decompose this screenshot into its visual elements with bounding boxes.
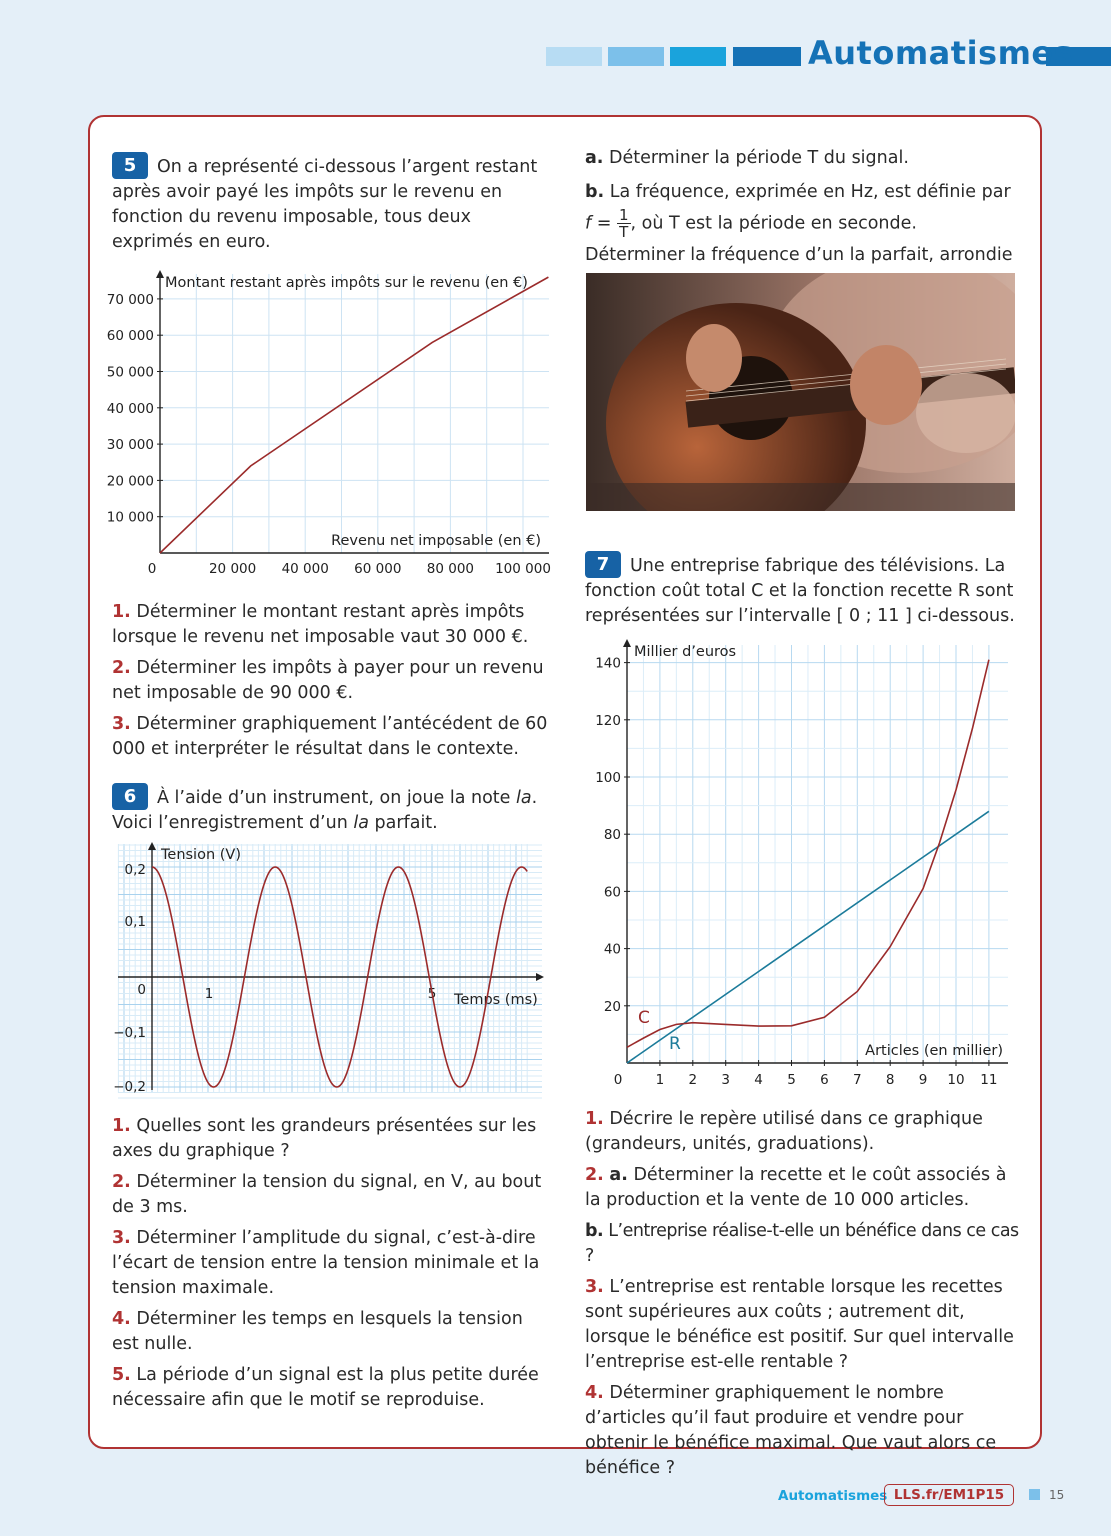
ex6-ytick-neg0.2: −0,2	[113, 1079, 146, 1095]
ex6-q2-number: 2.	[112, 1172, 131, 1192]
ex5-y-arrow	[156, 270, 164, 278]
ex6-ylabel: Tension (V)	[161, 847, 241, 863]
ex6-q5-text: La période d’un signal est la plus petite durée nécessaire afin que le motif se reproduise.	[112, 1365, 539, 1410]
ex5-ytick-label: 30 000	[106, 437, 154, 454]
ex7-xtick-label: 2	[688, 1072, 698, 1088]
ex7-ytick-label: 20	[603, 998, 621, 1015]
ex7-ytick-label: 140	[595, 655, 621, 672]
ex7-y-arrow	[623, 639, 631, 647]
ex7-ylabel: Millier d’euros	[634, 644, 737, 660]
ex7-xtick-label: 0	[613, 1072, 623, 1088]
ex6-q4-number: 4.	[112, 1309, 131, 1329]
header-strip-4	[733, 47, 801, 66]
ex7-ytick-label: 120	[595, 712, 621, 729]
left-column	[112, 152, 552, 255]
ex6-q5a-text: Déterminer la période T du signal.	[609, 148, 909, 168]
ex7-xtick-label: 6	[820, 1072, 829, 1088]
ex7-q3-text: L’entreprise est rentable lorsque les recettes sont supérieures aux coûts ; autrement dit, lorsque le bénéfice est positif. Sur quel intervalle l’entreprise est-elle rentable ?	[585, 1277, 1014, 1372]
footer-link[interactable]: LLS.fr/EM1P15	[884, 1484, 1014, 1506]
ex6-q3-text: Déterminer l’amplitude du signal, c’est-à-dire l’écart de tension entre la tension minimale et la tension maximale.	[112, 1228, 540, 1298]
ex7-xtick-label: 7	[853, 1072, 862, 1088]
ex6-xtick-1: 1	[204, 986, 214, 1002]
ex6-q1-text: Quelles sont les grandeurs présentées sur les axes du graphique ?	[112, 1116, 537, 1161]
ex7-xtick-label: 4	[754, 1072, 763, 1088]
ex7-question-2a	[585, 1163, 1020, 1213]
ex6-question-5	[112, 1363, 552, 1413]
ex6-q2-text: Déterminer la tension du signal, en V, au bout de 3 ms.	[112, 1172, 542, 1217]
ex7-xtick-label: 8	[885, 1072, 895, 1088]
ex6-intro-note2: la	[353, 813, 369, 833]
ex6-ytick-0.2: 0,2	[124, 862, 146, 878]
ex7-xtick-label: 9	[918, 1072, 928, 1088]
ex5-q3-text: Déterminer graphiquement l’antécédent de 60 000 et interpréter le résultat dans le contexte.	[112, 714, 548, 759]
ex7-question-1	[585, 1107, 1020, 1157]
ex6-questions	[112, 1108, 552, 1413]
ex6-q5b-text-a: La fréquence, exprimée en Hz, est définie par	[609, 182, 1011, 202]
ex7-ytick-label: 100	[595, 770, 621, 786]
ex6-q5b-formula: f =	[585, 213, 612, 234]
ex5-questions	[112, 594, 552, 836]
ex5-question-3	[112, 712, 552, 762]
ex6-q5b-label: b.	[585, 182, 605, 202]
ex6-q1-number: 1.	[112, 1116, 131, 1136]
ex6-q5b-denominator: T	[619, 223, 629, 241]
ex6-intro-a: À l’aide d’un instrument, on joue la note	[157, 788, 516, 808]
ex6-question-4	[112, 1307, 552, 1357]
ex6-ytick-0.1: 0,1	[124, 914, 146, 930]
ex6-chart	[104, 838, 554, 1100]
ex7-question-2b	[585, 1219, 1020, 1269]
ex7-q2b-text: L’entreprise réalise-t-elle un bénéfice dans ce cas ?	[585, 1221, 1019, 1266]
ex6-q5b-numerator: 1	[618, 206, 629, 224]
ex6-ytick-neg0.1: −0,1	[113, 1025, 146, 1041]
ex5-xtick-label: 0	[147, 561, 157, 577]
ex7-xtick-label: 5	[787, 1072, 796, 1088]
ex6-q4-text: Déterminer les temps en lesquels la tension est nulle.	[112, 1309, 523, 1354]
ex7-q3-number: 3.	[585, 1277, 604, 1297]
ex7-chart	[586, 637, 1016, 1092]
ex6-q5b-text-b: , où T est la période en seconde. Déterminer la fréquence d’un la parfait, arrondie	[585, 213, 1013, 265]
ex7-label-r: R	[669, 1034, 681, 1054]
ex6-intro-c: parfait.	[368, 813, 438, 833]
ex7-question-3	[585, 1275, 1020, 1375]
ex7-ytick-label: 60	[603, 884, 621, 901]
ex5-ytick-label: 10 000	[106, 509, 154, 526]
ex5-xtick-label: 20 000	[208, 561, 257, 577]
footer-square	[1029, 1489, 1040, 1500]
ex5-grid	[160, 274, 549, 553]
ex7-intro-text: Une entreprise fabrique des télévisions. La fonction coût total C et la fonction recette R sont représentées sur l’intervalle [ 0 ; 11 ] ci-dessous.	[585, 556, 1015, 626]
ex5-q3-number: 3.	[112, 714, 131, 734]
ex6-question-3	[112, 1226, 552, 1301]
ex6-xtick-5: 5	[427, 986, 437, 1002]
ex5-ytick-label: 40 000	[106, 400, 154, 417]
ex7-q1-text: Décrire le repère utilisé dans ce graphique (grandeurs, unités, graduations).	[585, 1109, 983, 1154]
ex7-intro	[585, 551, 1020, 629]
ex7-q2b-label: b.	[585, 1221, 604, 1241]
ex6-x-arrow	[536, 973, 544, 981]
ex6-q5b-fraction	[617, 207, 631, 240]
ex5-xtick-label: 80 000	[426, 561, 475, 577]
ex5-xtick-label: 40 000	[281, 561, 329, 577]
ex5-ylabel: Montant restant après impôts sur le revenu (en €)	[165, 275, 528, 291]
ex7-q4-text: Déterminer graphiquement le nombre d’articles qu’il faut produire et vendre pour obtenir le bénéfice maximal. Que vaut alors ce bénéfice ?	[585, 1383, 997, 1478]
ex5-xtick-label: 100 000	[495, 561, 551, 577]
ex6-y-arrow	[148, 842, 156, 850]
ex7-q1-number: 1.	[585, 1109, 604, 1129]
ex6-q5-number: 5.	[112, 1365, 131, 1385]
ex6-question-5a	[585, 146, 1020, 171]
ex7-badge: 7	[585, 551, 621, 578]
page-title: Automatismes	[808, 34, 1074, 72]
ex5-intro	[112, 152, 552, 255]
ex7-intro-block	[585, 551, 1020, 629]
page-number: 15	[1049, 1488, 1065, 1502]
ex5-q1-text: Déterminer le montant restant après impôts lorsque le revenu net imposable vaut 30 000 €.	[112, 602, 529, 647]
ex5-xlabel: Revenu net imposable (en €)	[331, 533, 541, 549]
ex6-intro	[112, 783, 552, 836]
ex5-ytick-label: 70 000	[106, 291, 154, 308]
ex7-q4-number: 4.	[585, 1383, 604, 1403]
ex5-series-line	[160, 277, 548, 553]
ex7-question-4	[585, 1381, 1020, 1481]
ex5-question-2	[112, 656, 552, 706]
ex7-ytick-label: 80	[603, 827, 621, 844]
ex7-questions	[585, 1101, 1020, 1481]
ex6-question-2	[112, 1170, 552, 1220]
ex5-question-1	[112, 600, 552, 650]
ex6-q5a-label: a.	[585, 148, 604, 168]
ex5-badge: 5	[112, 152, 148, 179]
ex7-q2a-text: Déterminer la recette et le coût associés à la production et la vente de 10 000 articles.	[585, 1165, 1007, 1210]
ex5-ytick-label: 60 000	[106, 328, 154, 345]
ex6-question-1	[112, 1114, 552, 1164]
ex5-xtick-label: 60 000	[354, 561, 402, 577]
ex7-label-c: C	[638, 1008, 650, 1028]
ex7-xtick-label: 3	[721, 1072, 730, 1088]
ex7-xtick-label: 1	[655, 1072, 665, 1088]
ex6-xlabel: Temps (ms)	[454, 992, 538, 1008]
ex6-badge: 6	[112, 783, 148, 810]
ex7-xtick-label: 10	[947, 1072, 965, 1088]
ex5-intro-text: On a représenté ci-dessous l’argent restant après avoir payé les impôts sur le revenu en fonction du revenu imposable, tous deux exprimés en euro.	[112, 157, 538, 252]
ex7-ytick-label: 40	[603, 941, 621, 958]
header-strip-1	[546, 47, 602, 66]
ex7-grid	[627, 645, 1008, 1063]
ex5-chart	[104, 268, 554, 583]
header-strip-2	[608, 47, 664, 66]
ex6-q3-number: 3.	[112, 1228, 131, 1248]
ex5-ytick-label: 20 000	[106, 473, 154, 490]
header-strip-3	[670, 47, 726, 66]
ex5-q1-number: 1.	[112, 602, 131, 622]
footer-section: Automatismes	[778, 1488, 888, 1504]
photo-guitarist	[586, 273, 1015, 511]
ex6-ytick-0: 0	[137, 982, 146, 998]
ex7-q2a-label: a.	[609, 1165, 628, 1185]
ex7-q2-number: 2.	[585, 1165, 604, 1185]
ex6-intro-note: la	[516, 788, 532, 808]
ex6-intro-b: . Voici l’enregistrement d’un	[112, 788, 538, 833]
ex5-q2-number: 2.	[112, 658, 131, 678]
ex5-q2-text: Déterminer les impôts à payer pour un revenu net imposable de 90 000 €.	[112, 658, 544, 703]
ex7-xlabel: Articles (en millier)	[865, 1043, 1003, 1059]
ex7-xtick-label: 11	[980, 1072, 998, 1088]
ex5-ytick-label: 50 000	[106, 364, 154, 381]
